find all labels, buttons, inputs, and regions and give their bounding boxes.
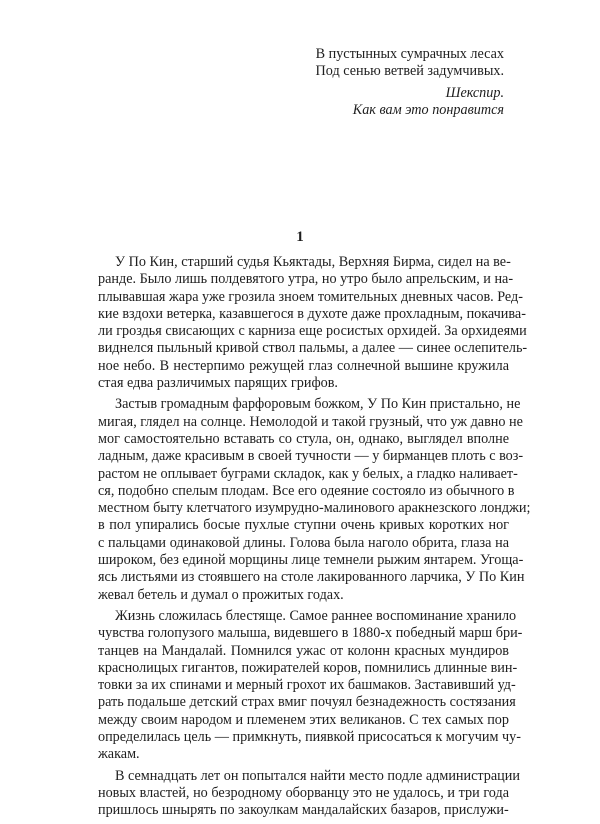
text-line: Застыв громадным фарфоровым божком, У По Кин пристально, не bbox=[115, 396, 521, 413]
text-line: местном быту клетчатого изумрудно-малинового аракнезского лонджи; bbox=[98, 500, 531, 517]
paragraph bbox=[98, 607, 523, 764]
text-line: рать подальше детский страх вмиг почуял безнадежность состязания bbox=[98, 694, 516, 711]
text-line: мигая, глядел на солнце. Немолодой и такой грузный, что уж давно не bbox=[98, 413, 523, 430]
text-line: плывавшая жара уже грозила зноем томительных дневных часов. Ред- bbox=[98, 288, 523, 305]
text-line: товки за их спинами и мерный грохот их башмаков. Заставивший уд- bbox=[98, 677, 516, 694]
epigraph-line: Под сенью ветвей задумчивых. bbox=[315, 63, 504, 79]
text-line: танцев на Мандалай. Помнился ужас от колонн красных мундиров bbox=[98, 642, 509, 659]
text-line: чувства голопузого малыша, видевшего в 1880-х победный марш бри- bbox=[98, 625, 523, 642]
text-line: ясь листьями из стоявшего на столе лакированного ларчика, У По Кин bbox=[98, 569, 525, 586]
epigraph-author: Шекспир. bbox=[445, 85, 504, 101]
body-text bbox=[98, 254, 531, 824]
text-line: стая едва различимых парящих грифов. bbox=[98, 375, 338, 392]
text-line: Жизнь сложилась блестяще. Самое раннее воспоминание хранило bbox=[115, 607, 517, 624]
text-line: У По Кин, старший судья Кьяктады, Верхняя Бирма, сидел на ве- bbox=[115, 254, 511, 270]
text-line: ся, подобно спелым плодам. Все его одеяние состояло из обычного в bbox=[98, 482, 515, 499]
paragraph bbox=[98, 254, 528, 392]
text-line: В семнадцать лет он попытался найти место подле администрации bbox=[115, 767, 520, 784]
text-line: широком, без единой морщины лице темнели рыжим янтарем. Угоща- bbox=[98, 552, 524, 569]
epigraph bbox=[264, 46, 504, 119]
epigraph-line: В пустынных сумрачных лесах bbox=[315, 46, 504, 62]
text-line: пришлось шнырять по закоулкам мандалайских базаров, прислужи- bbox=[98, 802, 509, 819]
paragraph bbox=[98, 767, 520, 820]
text-line: виднелся пыльный кривой ствол пальмы, а далее — синее ослепитель- bbox=[98, 340, 528, 357]
epigraph-work: Как вам это понравится bbox=[352, 102, 504, 118]
text-line: ладным, даже красивым в своей тучности — у бирманцев плоть с воз- bbox=[98, 448, 524, 465]
text-line: ли гроздья свисающих с карниза еще росистых орхидей. За орхидеями bbox=[98, 323, 527, 340]
text-line: определилась цель — примкнуть, пиявкой присосаться к могучим чу- bbox=[98, 729, 521, 746]
chapter-number: 1 bbox=[296, 229, 304, 245]
text-line: жевал бетель и думал о прожитых годах. bbox=[98, 586, 344, 603]
paragraph bbox=[98, 396, 531, 604]
text-line: ное небо. В нестерпимо режущей глаз солнечной вышине кружила bbox=[98, 357, 509, 374]
text-line: новых властей, но безродному оборванцу это не удалось, и три года bbox=[98, 784, 509, 801]
text-line: краснолицых гигантов, пожирателей коров, помнились длинные вин- bbox=[98, 659, 518, 676]
text-line: между своим народом и племенем этих великанов. С тех самых пор bbox=[98, 711, 509, 728]
text-line: жакам. bbox=[98, 746, 140, 763]
text-line: ранде. Было лишь полдевятого утра, но утро было апрельским, и на- bbox=[98, 271, 514, 288]
text-line: в пол упирались босые пухлые ступни очень кривых коротких ног bbox=[98, 517, 509, 534]
text-line: растом не оплывает буграми складок, как у белых, а гладко наливает- bbox=[98, 465, 518, 482]
text-line: с пальцами одинаковой длины. Голова была наголо обрита, глаза на bbox=[98, 534, 509, 551]
text-line: мог самостоятельно вставать со стула, он, однако, выглядел вполне bbox=[98, 430, 509, 447]
text-line: кие вздохи ветерка, казавшегося в духоте даже прохладным, покачива- bbox=[98, 305, 526, 322]
